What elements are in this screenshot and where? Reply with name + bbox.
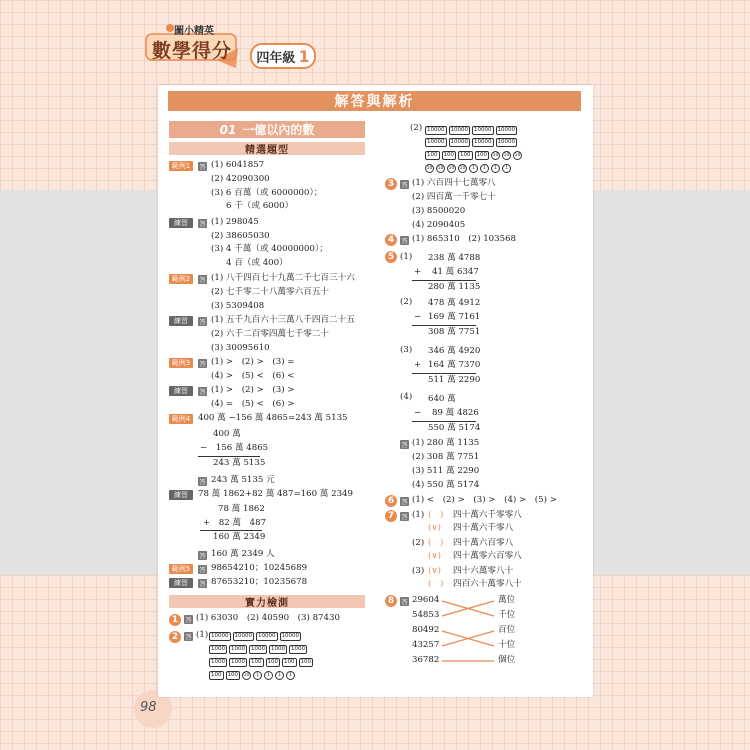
tag-example-5: 範例5 xyxy=(169,564,193,574)
ex4-answer: 243 萬 5135 元 xyxy=(211,475,275,485)
q2-row-2 xyxy=(209,645,307,654)
money-chip: 1000 xyxy=(271,646,285,652)
q8-number: 36782 xyxy=(412,655,440,665)
answer-mark: 答 xyxy=(199,388,206,396)
ex2-line: (2) 七千零二十八萬零六百五十 xyxy=(211,287,330,297)
q5-label: (4) xyxy=(400,392,413,402)
q5-addend: 346 萬 4920 xyxy=(428,346,481,356)
money-chip: 1000 xyxy=(211,659,225,665)
question-badge-2: 2 xyxy=(169,631,181,643)
coin: 10 xyxy=(514,153,521,158)
money-chip: 10000 xyxy=(258,633,276,639)
q5-label: (3) xyxy=(400,345,413,355)
q5-answer: (2) 308 萬 7751 xyxy=(412,452,480,462)
q7-label: (1) xyxy=(412,510,425,520)
pr2-line: (2) 六千二百零四萬七千零二十 xyxy=(211,329,330,339)
q8-number: 80492 xyxy=(412,625,440,635)
money-chip: 10000 xyxy=(427,139,445,145)
coin: 1 xyxy=(469,164,478,173)
answer-mark: 答 xyxy=(199,580,206,588)
q5-addend: 169 萬 7161 xyxy=(428,312,481,322)
q5-result: 511 萬 2290 xyxy=(428,375,481,385)
money-chip: 10000 xyxy=(497,127,515,133)
pr2-line: (1) 五千九百六十三萬八千四百二十五 xyxy=(211,315,355,325)
grade-badge xyxy=(250,43,316,69)
tag-example-3: 範例3 xyxy=(169,358,193,368)
pr4-answer: 160 萬 2349 人 xyxy=(211,549,275,559)
subsection-featured: 精選題型 xyxy=(169,142,365,155)
q8-number: 29604 xyxy=(412,595,440,605)
q7-option: 四十萬六千零八 xyxy=(453,523,514,533)
ex1-line: (1) 6041857 xyxy=(211,160,265,170)
money-chip: 10000 xyxy=(450,139,468,145)
q2-label: (1) xyxy=(196,630,209,640)
money-chip: 10000 xyxy=(474,127,492,133)
coin: 1 xyxy=(286,671,295,680)
answer-mark: 答 xyxy=(401,513,408,521)
answer-mark: 答 xyxy=(199,552,206,560)
calc-rule xyxy=(198,456,260,457)
q7-option: 四百六十萬零八十 xyxy=(453,579,522,589)
pr5-answer: 87653210；10235678 xyxy=(211,577,308,587)
question-badge-1: 1 xyxy=(169,614,181,626)
money-chip: 10000 xyxy=(234,633,252,639)
q7-option: 四十萬零六百零八 xyxy=(453,551,522,561)
money-chip: 10000 xyxy=(474,139,492,145)
q5-result: 308 萬 7751 xyxy=(428,327,481,337)
q2b-label: (2) xyxy=(410,123,423,133)
pr1-line: (1) 298045 xyxy=(211,217,259,227)
q2-row-1 xyxy=(209,632,301,641)
series-name: 圖小精英 xyxy=(174,26,214,37)
q5-addend: 478 萬 4912 xyxy=(428,298,481,308)
coin: 10 xyxy=(459,166,466,171)
q2-row-4 xyxy=(209,671,295,680)
q2b-row-4 xyxy=(425,164,511,173)
answer-mark: 答 xyxy=(401,441,408,449)
answer-mark: 答 xyxy=(185,616,192,624)
q5-operator: − xyxy=(414,408,422,418)
money-chip: 100 xyxy=(267,659,278,665)
money-chip: 1000 xyxy=(231,659,245,665)
coin: 10 xyxy=(492,153,499,158)
question-badge-6: 6 xyxy=(385,495,397,507)
q8-number: 43257 xyxy=(412,640,440,650)
q5-addend: 640 萬 xyxy=(428,394,456,404)
matching-lines xyxy=(440,598,496,664)
q2b-row-2 xyxy=(425,138,517,147)
ex4-calc: 400 萬 xyxy=(213,429,241,439)
q5-label: (1) xyxy=(400,252,413,262)
q8-place: 個位 xyxy=(498,655,516,665)
q5-result: 550 萬 5174 xyxy=(428,423,481,433)
q4-answer: (1) 865310 (2) 103568 xyxy=(412,234,517,244)
q7-checkbox: ( ) xyxy=(428,579,444,589)
q3-line: (3) 8500020 xyxy=(412,206,466,216)
q6-answer: (1) < (2) > (3) > (4) > (5) > xyxy=(412,495,557,505)
money-chip: 10000 xyxy=(427,127,445,133)
money-chip: 100 xyxy=(251,659,262,665)
ex2-line: (3) 5309408 xyxy=(211,301,265,311)
q3-line: (2) 四百萬一千零七十 xyxy=(412,192,496,202)
ex4-calc: − 156 萬 4865 xyxy=(200,443,269,453)
series-logo xyxy=(140,22,242,76)
pr4-calc: 160 萬 2349 xyxy=(213,532,266,542)
q5-operator: + xyxy=(414,360,422,370)
section-header xyxy=(169,121,365,138)
ex3-line: (4) > (5) < (6) < xyxy=(211,371,295,381)
pr1-line: (3) 4 千萬（或 40000000）； xyxy=(211,244,328,254)
q7-checkbox: (∨) xyxy=(428,523,441,533)
coin: 1 xyxy=(253,671,262,680)
q5-result: 280 萬 1135 xyxy=(428,282,481,292)
pr4-equation: 78 萬 1862+82 萬 487=160 萬 2349 xyxy=(198,489,353,499)
q7-option: 四十萬六百零八 xyxy=(453,538,514,548)
coin: 10 xyxy=(426,166,433,171)
q8-place: 百位 xyxy=(498,625,516,635)
q5-answer: (4) 550 萬 5174 xyxy=(412,480,480,490)
coin: 1 xyxy=(275,671,284,680)
q1-answer: (1) 63030 (2) 40590 (3) 87430 xyxy=(196,613,340,623)
answer-mark: 答 xyxy=(199,318,206,326)
coin: 10 xyxy=(448,166,455,171)
pr4-calc: + 82 萬 487 xyxy=(203,518,267,528)
money-chip: 100 xyxy=(284,659,295,665)
money-chip: 10000 xyxy=(211,633,229,639)
coin: 1 xyxy=(502,164,511,173)
coin: 10 xyxy=(437,166,444,171)
answer-mark: 答 xyxy=(401,498,408,506)
money-chip: 100 xyxy=(443,152,454,158)
section-name: 一億以內的數 xyxy=(242,123,315,137)
pr1-line: (2) 38605030 xyxy=(211,231,270,241)
q5-addend: 164 萬 7370 xyxy=(428,360,481,370)
volume-number: 1 xyxy=(298,46,310,66)
calc-rule xyxy=(412,421,476,422)
answer-mark: 答 xyxy=(199,276,206,284)
ex4-calc: 243 萬 5135 xyxy=(213,458,266,468)
tag-practice-2: 練習 xyxy=(169,316,193,326)
book-title: 數學得分 xyxy=(152,40,233,62)
ex3-line: (1) > (2) > (3) = xyxy=(211,357,295,367)
answer-mark: 答 xyxy=(199,360,206,368)
ex2-line: (1) 八千四百七十九萬二千七百三十六 xyxy=(211,273,355,283)
q5-addend: 89 萬 4826 xyxy=(432,408,479,418)
money-chip: 100 xyxy=(211,672,222,678)
page-title: 解答與解析 xyxy=(168,91,581,111)
ex1-line: 6 千（或 6000） xyxy=(226,201,294,211)
q7-checkbox: ( ) xyxy=(428,538,444,548)
q7-label: (3) xyxy=(412,566,425,576)
pr3-line: (4) = (5) < (6) > xyxy=(211,399,295,409)
ex1-line: (3) 6 百萬（或 6000000）； xyxy=(211,188,323,198)
q8-place: 千位 xyxy=(498,610,516,620)
money-chip: 100 xyxy=(427,152,438,158)
question-badge-4: 4 xyxy=(385,234,397,246)
q5-answer: (1) 280 萬 1135 xyxy=(412,438,480,448)
money-chip: 10000 xyxy=(497,139,515,145)
calc-rule xyxy=(412,373,476,374)
page-number: 98 xyxy=(140,700,157,715)
money-chip: 1000 xyxy=(211,646,225,652)
question-badge-7: 7 xyxy=(385,510,397,522)
pr1-line: 4 百（或 400） xyxy=(226,258,288,268)
money-chip: 1000 xyxy=(231,646,245,652)
q5-addend: 41 萬 6347 xyxy=(432,267,479,277)
question-badge-8: 8 xyxy=(385,595,397,607)
answer-mark: 答 xyxy=(199,566,206,574)
pr2-line: (3) 30095610 xyxy=(211,343,270,353)
q7-label: (2) xyxy=(412,538,425,548)
q7-checkbox: (∨) xyxy=(428,566,441,576)
answer-mark: 答 xyxy=(401,181,408,189)
coin: 1 xyxy=(264,671,273,680)
calc-rule xyxy=(412,325,476,326)
q3-line: (4) 2090405 xyxy=(412,220,466,230)
tag-practice-5: 練習 xyxy=(169,578,193,588)
question-badge-5: 5 xyxy=(385,251,397,263)
q7-option: 四十萬六千零零八 xyxy=(453,510,522,520)
calc-rule xyxy=(412,280,476,281)
coin: 1 xyxy=(480,164,489,173)
q5-operator: + xyxy=(414,267,422,277)
tag-example-2: 範例2 xyxy=(169,274,193,284)
ex5-answer: 98654210；10245689 xyxy=(211,563,308,573)
question-badge-3: 3 xyxy=(385,178,397,190)
q7-checkbox: (∨) xyxy=(428,551,441,561)
q5-answer: (3) 511 萬 2290 xyxy=(412,466,480,476)
pr4-calc: 78 萬 1862 xyxy=(218,504,265,514)
money-chip: 1000 xyxy=(291,646,305,652)
tag-example-1: 範例1 xyxy=(169,161,193,171)
answer-mark: 答 xyxy=(185,633,192,641)
q2b-row-1 xyxy=(425,126,517,135)
answer-mark: 答 xyxy=(199,478,206,486)
q8-number: 54853 xyxy=(412,610,440,620)
tag-practice-3: 練習 xyxy=(169,386,193,396)
ex4-equation: 400 萬 −156 萬 4865=243 萬 5135 xyxy=(198,413,348,423)
q3-line: (1) 六百四十七萬零八 xyxy=(412,178,496,188)
answer-mark: 答 xyxy=(401,237,408,245)
answer-mark: 答 xyxy=(199,163,206,171)
ex1-line: (2) 42090300 xyxy=(211,174,270,184)
q8-place: 萬位 xyxy=(498,595,516,605)
q5-label: (2) xyxy=(400,297,413,307)
coin: 10 xyxy=(243,673,250,678)
q7-option: 四十六萬零八十 xyxy=(453,566,514,576)
calc-rule xyxy=(200,530,262,531)
section-number: 01 xyxy=(219,122,237,137)
coin: 10 xyxy=(503,153,510,158)
q2b-row-3 xyxy=(425,151,522,160)
q5-addend: 238 萬 4788 xyxy=(428,253,481,263)
money-chip: 1000 xyxy=(251,646,265,652)
money-chip: 100 xyxy=(300,659,311,665)
q7-checkbox: ( ) xyxy=(428,510,444,520)
money-chip: 100 xyxy=(227,672,238,678)
answer-mark: 答 xyxy=(401,598,408,606)
money-chip: 10000 xyxy=(281,633,299,639)
tag-practice-4: 練習 xyxy=(169,490,193,500)
tag-practice-1: 練習 xyxy=(169,218,193,228)
q5-operator: − xyxy=(414,312,422,322)
q8-place: 十位 xyxy=(498,640,516,650)
tag-example-4: 範例4 xyxy=(169,414,193,424)
pr3-line: (1) > (2) > (3) > xyxy=(211,385,295,395)
coin: 1 xyxy=(491,164,500,173)
subsection-test: 實力檢測 xyxy=(169,595,365,608)
answer-mark: 答 xyxy=(199,220,206,228)
money-chip: 100 xyxy=(460,152,471,158)
q2-row-3 xyxy=(209,658,313,667)
grade-label: 四年級 xyxy=(256,50,296,66)
money-chip: 10000 xyxy=(450,127,468,133)
money-chip: 100 xyxy=(476,152,487,158)
